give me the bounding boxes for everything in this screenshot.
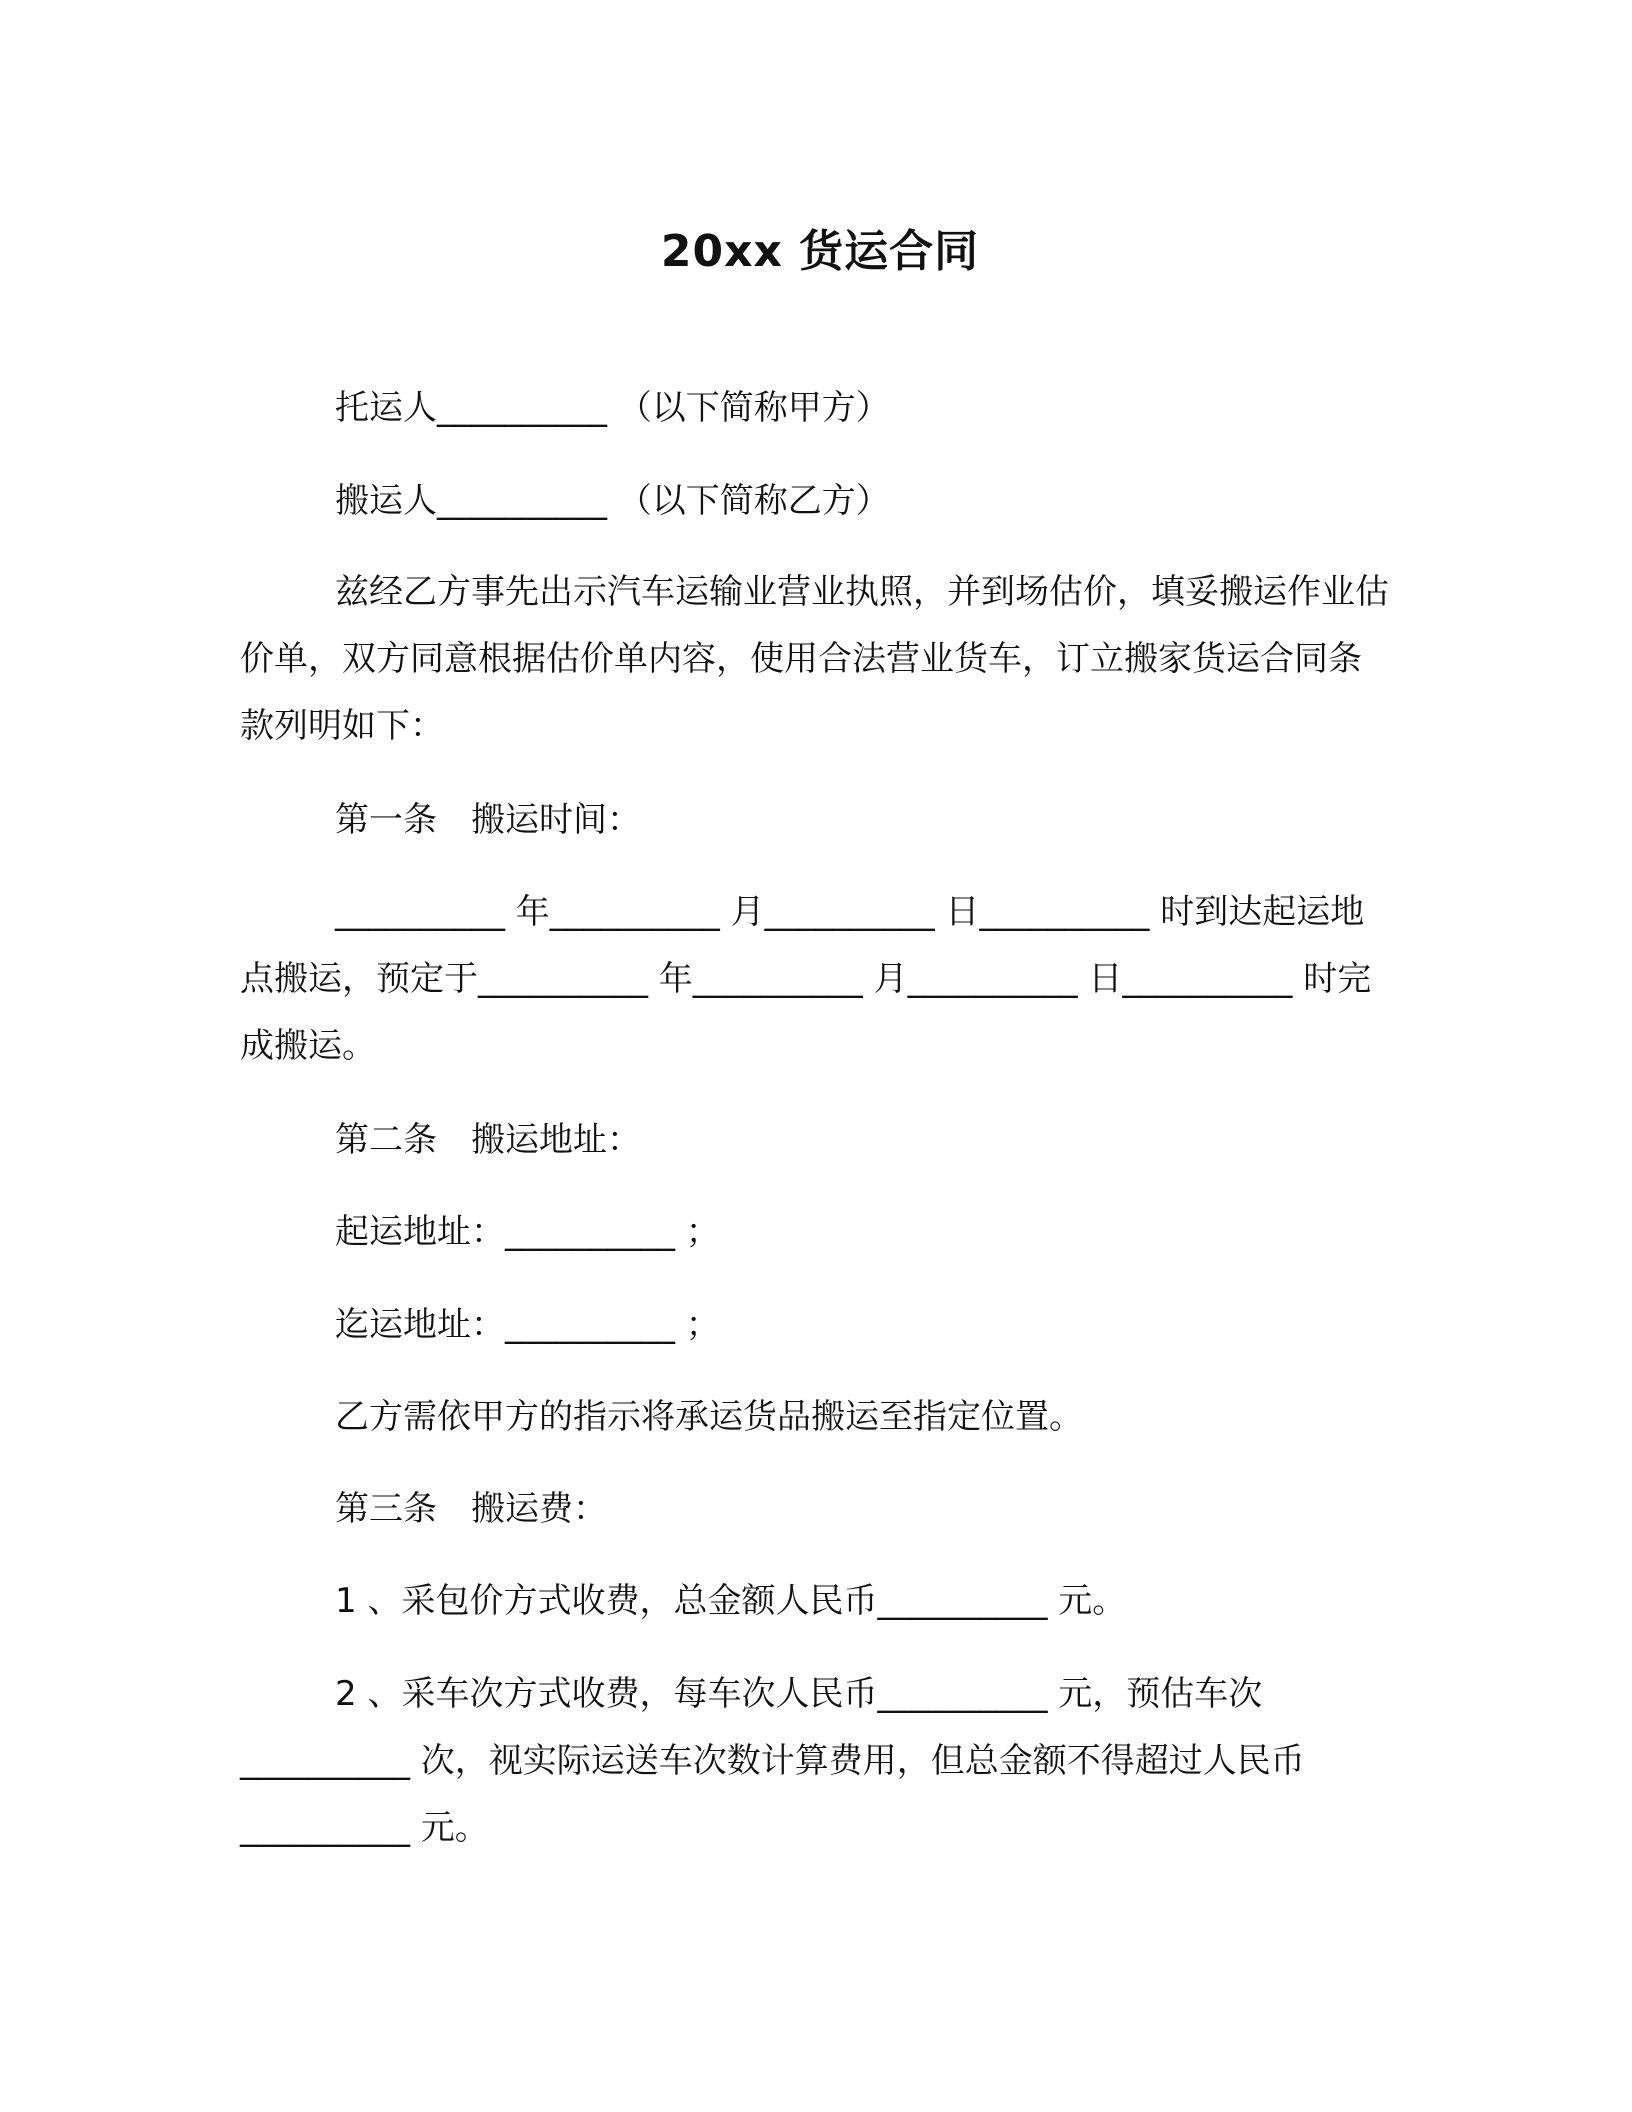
document-title: 20xx 货运合同 [660, 226, 980, 277]
article-3-heading: 第三条 搬运费： [335, 1489, 607, 1529]
article-1-heading: 第一条 搬运时间： [335, 800, 641, 840]
origin-address-line: 起运地址：__________ ； [335, 1212, 720, 1252]
shipper-line: 托运人__________ （以下简称甲方） [335, 388, 890, 428]
fee-option-1: 1 、采包价方式收费，总金额人民币__________ 元。 [335, 1581, 1127, 1621]
destination-address-line: 迄运地址：__________ ； [335, 1305, 720, 1345]
fee-option-2: 2 、采车次方式收费，每车次人民币__________ 元，预估车次__________ 次，视实际运送车次数计算费用，但总金额不得超过人民币__________ 元。 [240, 1674, 1305, 1848]
preamble-paragraph: 兹经乙方事先出示汽车运输业营业执照，并到场估价，填妥搬运作业估价单，双方同意根据估价单内容，使用合法营业货车，订立搬家货运合同条款列明如下： [240, 572, 1389, 746]
article-1-body: __________ 年__________ 月__________ 日__________ 时到达起运地点搬运，预定于__________ 年__________ 月__________ 日__________ 时完成搬运。 [240, 892, 1372, 1066]
article-2-heading: 第二条 搬运地址： [335, 1120, 641, 1160]
instruction-paragraph: 乙方需依甲方的指示将承运货品搬运至指定位置。 [335, 1397, 1083, 1437]
carrier-line: 搬运人__________ （以下简称乙方） [335, 481, 890, 521]
document-page [240, 0, 1400, 2112]
